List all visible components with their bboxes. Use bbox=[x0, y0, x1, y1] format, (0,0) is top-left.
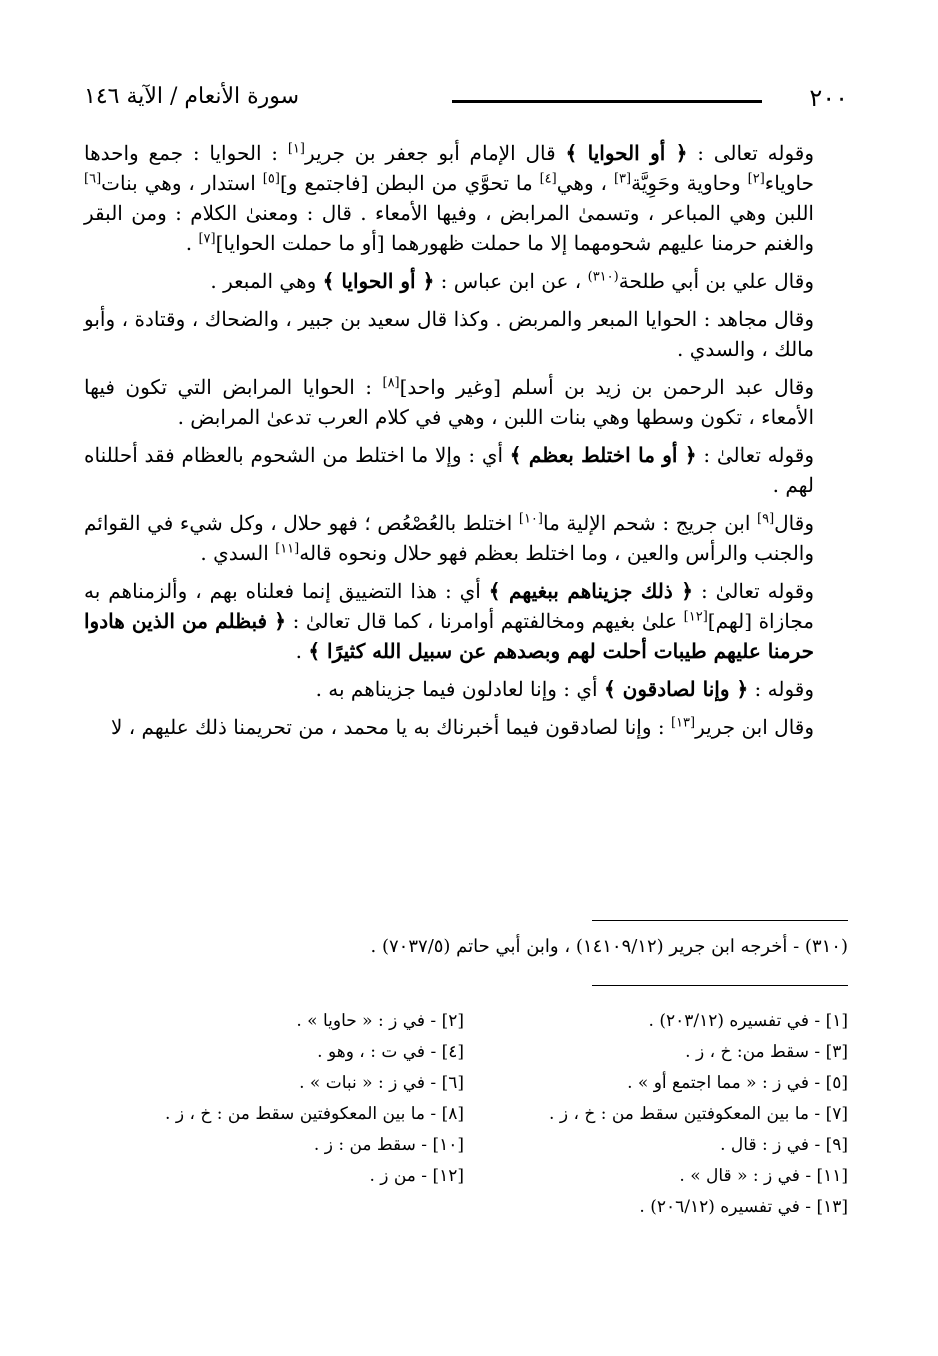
footnote-ref: [١٢] bbox=[683, 609, 708, 625]
quran-quote: ﴿ أو ما اختلط بعظم ﴾ bbox=[509, 443, 697, 467]
footnote-ref: [٧] bbox=[198, 231, 216, 247]
paragraph bbox=[84, 304, 848, 364]
paragraph bbox=[84, 712, 848, 742]
page-number: ٢٠٠ bbox=[809, 84, 848, 112]
quran-quote: ﴿ ذلك جزيناهم ببغيهم ﴾ bbox=[488, 579, 694, 603]
text-run: : الحوايا : جمع واحدها حاوياء bbox=[84, 141, 814, 195]
text-run: أي : وإنا لعادلون فيما جزيناهم به . bbox=[315, 677, 604, 701]
footnote-ref: [٨] bbox=[382, 375, 400, 391]
text-run: وهي المبعر . bbox=[210, 269, 323, 293]
note-line: [٥] - في ز : « مما اجتمع أو » . bbox=[627, 1073, 848, 1093]
text-run: : الحوايا المرابض التي تكون فيها الأمعاء ، تكون وسطها وهي بنات اللبن ، وهي في كلام العرب تدعىٰ المرابض . bbox=[84, 375, 814, 429]
text-run: وقوله : bbox=[748, 677, 814, 701]
text-run: السدي . bbox=[200, 541, 276, 565]
text-run: اللبن وهي المباعر ، وتسمىٰ المرابض ، وفيها الأمعاء . قال : ومعنىٰ الكلام : ومن البقر والغنم حرمنا عليهم شحومهما إلا ما حملت ظهورهما [أو ما حملت الحوايا] bbox=[84, 201, 814, 255]
text-run: وقال علي بن أبي طلحة bbox=[618, 269, 814, 293]
footnote-ref: [٤] bbox=[539, 171, 557, 187]
text-run: وقال مجاهد : الحوايا المبعر والمربض . وكذا قال سعيد بن جبير ، والضحاك ، وقتادة ، وأبو مالك ، والسدي . bbox=[84, 307, 814, 361]
quran-quote: ﴿ وإنا لصادقون ﴾ bbox=[603, 677, 749, 701]
footnote-ref: (٣١٠) bbox=[587, 269, 619, 285]
text-run: أي : وإلا ما اختلط من الشحوم بالعظام فقد أحللناه لهم . bbox=[84, 443, 814, 497]
page-header bbox=[84, 82, 848, 122]
notes-column-left bbox=[84, 1006, 464, 1192]
text-run: علىٰ بغيهم ومخالفتهم أوامرنا ، كما قال تعالىٰ : bbox=[286, 609, 684, 633]
main-text bbox=[84, 138, 848, 750]
text-run: وقال عبد الرحمن بن زيد بن أسلم [وغير واحد] bbox=[399, 375, 814, 399]
note-line: [٨] - ما بين المعكوفتين سقط من : خ ، ز . bbox=[165, 1104, 464, 1124]
quran-quote: ﴿ فبظلم من الذين هادوا حرمنا عليهم طيبات أحلت لهم وبصدهم عن سبيل الله كثيرًا ﴾ bbox=[84, 609, 814, 663]
paragraph bbox=[84, 508, 848, 568]
footnote-ref: [٢] bbox=[747, 171, 765, 187]
text-run: ، وهي bbox=[556, 171, 614, 195]
note-line: [١٠] - سقط من : ز . bbox=[313, 1135, 464, 1155]
footnote-ref: [٥] bbox=[262, 171, 280, 187]
note-line: [١١] - في ز : « قال » . bbox=[679, 1166, 848, 1186]
notes-separator bbox=[592, 985, 848, 986]
quran-quote: ﴿ أو الحوايا ﴾ bbox=[565, 141, 688, 165]
note-line: [١] - في تفسيره (٢٠٣/١٢) . bbox=[648, 1011, 848, 1031]
footnote-ref: [٦] bbox=[84, 171, 102, 187]
note-line: [٤] - في ت : ، وهو . bbox=[317, 1042, 464, 1062]
text-run: وقال ابن جرير bbox=[695, 715, 814, 739]
note-line: [١٣] - في تفسيره (٢٠٦/١٢) . bbox=[639, 1197, 848, 1217]
text-run: ما تحوَّي من البطن [فاجتمع و] bbox=[279, 171, 540, 195]
text-run: وقوله تعالى : bbox=[687, 141, 814, 165]
header-rule bbox=[452, 100, 762, 103]
footnote-ref: [١] bbox=[287, 141, 305, 157]
footnote-ref: [٩] bbox=[757, 511, 775, 527]
text-run: استدار ، وهي بنات bbox=[101, 171, 263, 195]
text-run: وقال bbox=[774, 511, 814, 535]
note-line: [٦] - في ز : « نبات » . bbox=[299, 1073, 464, 1093]
text-run: : وإنا لصادقون فيما أخبرناك به يا محمد ، من تحريمنا ذلك عليهم ، لا bbox=[110, 715, 671, 739]
text-run: وقوله تعالىٰ : bbox=[696, 443, 815, 467]
quran-quote: ﴿ أو الحوايا ﴾ bbox=[322, 269, 435, 293]
footnote-ref: [٣] bbox=[613, 171, 632, 187]
notes-column-right bbox=[468, 1006, 848, 1223]
text-run: وحاوية وحَوِيَّة bbox=[631, 171, 748, 195]
text-run: ابن جريج : شحم الإلية ما bbox=[543, 511, 757, 535]
paragraph bbox=[84, 138, 848, 258]
paragraph bbox=[84, 372, 848, 432]
note-line: [٣] - سقط من: خ ، ز . bbox=[685, 1042, 848, 1062]
note-line: [١٢] - من ز . bbox=[369, 1166, 464, 1186]
text-run: قال الإمام أبو جعفر بن جرير bbox=[304, 141, 566, 165]
note-line: [٧] - ما بين المعكوفتين سقط من : خ ، ز . bbox=[549, 1104, 848, 1124]
footnote-ref: [١٠] bbox=[518, 511, 543, 527]
paragraph bbox=[84, 576, 848, 666]
paragraph bbox=[84, 440, 848, 500]
note-line: [٢] - في ز : « حاويا » . bbox=[296, 1011, 464, 1031]
text-run: . bbox=[185, 231, 199, 255]
note-line: [٩] - في ز : قال . bbox=[720, 1135, 848, 1155]
footnote-main: (٣١٠) - أخرجه ابن جرير (١٤١٠٩/١٢) ، وابن أبي حاتم (٧٠٣٧/٥) . bbox=[370, 936, 848, 957]
paragraph bbox=[84, 674, 848, 704]
text-run: . bbox=[295, 639, 309, 663]
footnote-ref: [١٣] bbox=[670, 715, 696, 731]
footnote-separator bbox=[592, 920, 848, 921]
variant-notes bbox=[84, 1006, 848, 1236]
paragraph bbox=[84, 266, 848, 296]
text-run: أي : هذا التضييق إنما فعلناه بهم ، وألزمناهم به مجازاة [لهم] bbox=[84, 579, 814, 633]
footnote-ref: [١١] bbox=[275, 541, 300, 557]
text-run: وقوله تعالىٰ : bbox=[693, 579, 814, 603]
text-run: ، عن ابن عباس : bbox=[434, 269, 588, 293]
surah-title: سورة الأنعام / الآية ١٤٦ bbox=[84, 84, 300, 109]
text-run: اختلط بالعُصْعُص ؛ فهو حلال ، وكل شيء في القوائم والجنب والرأس والعين ، وما اختلط بعظم فهو حلال ونحوه قاله bbox=[84, 511, 814, 565]
